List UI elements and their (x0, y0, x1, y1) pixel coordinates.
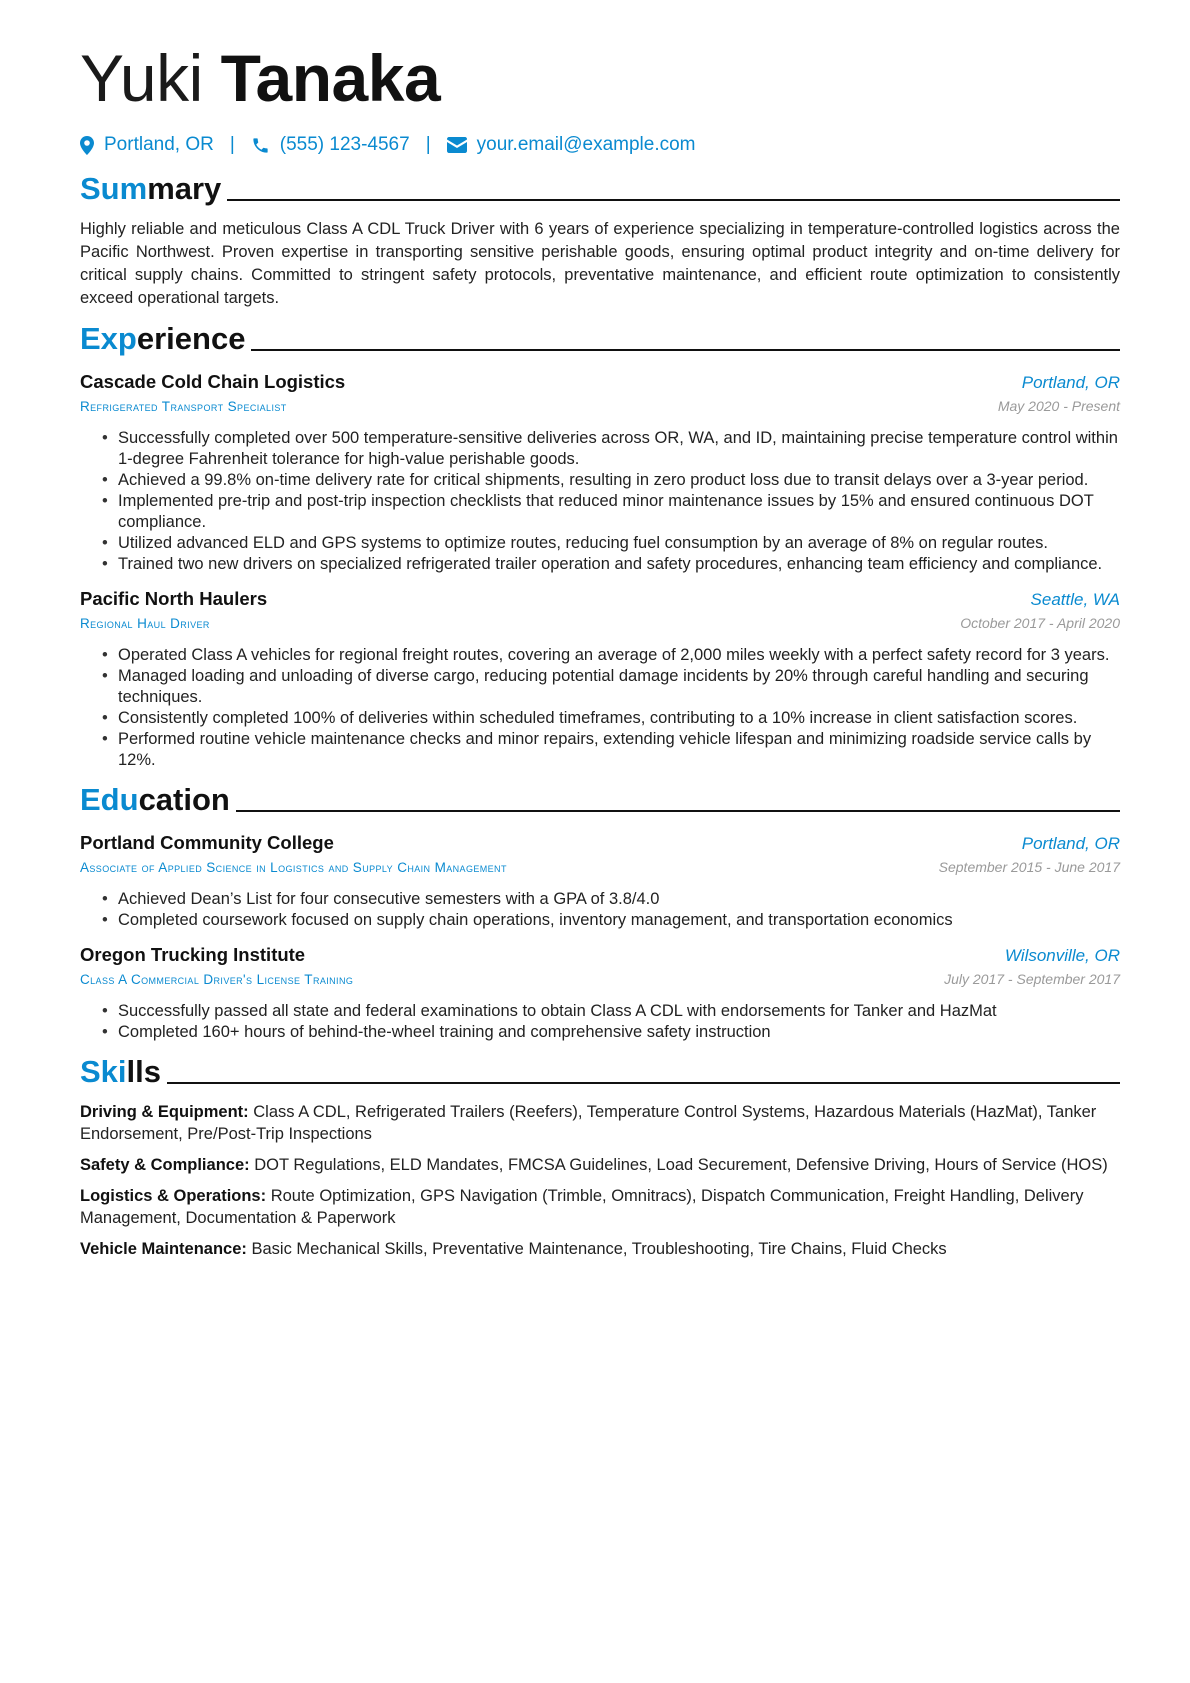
school-name: Oregon Trucking Institute (80, 944, 306, 965)
location-text: Portland, OR (104, 134, 214, 155)
entry-dates: May 2020 - Present (997, 398, 1120, 414)
section-heading (80, 1053, 1120, 1091)
skill-label: Safety & Compliance: (80, 1156, 250, 1174)
entry-location: Wilsonville, OR (1004, 946, 1120, 965)
section-title-education: Education (80, 782, 230, 817)
skills-section (80, 1053, 1120, 1260)
skill-values: DOT Regulations, ELD Mandates, FMCSA Guidelines, Load Securement, Defensive Driving, Hours of Service (HOS) (254, 1156, 1108, 1174)
summary-section (80, 170, 1120, 310)
section-heading (80, 170, 1120, 208)
skill-group (80, 1101, 1120, 1145)
resume-page (80, 38, 1120, 1269)
bullet-list (80, 889, 1120, 931)
experience-entry (80, 587, 1120, 771)
section-title-experience: Experience (80, 321, 246, 356)
section-heading (80, 320, 1120, 358)
entry-location: Portland, OR (1021, 834, 1120, 853)
entry-dates: July 2017 - September 2017 (944, 971, 1120, 987)
entry-dates: October 2017 - April 2020 (960, 615, 1120, 631)
bullet-item: • Implemented pre-trip and post-trip inspection checklists that reduced minor maintenance issues by 15% and ensured continuous DOT compliance. (102, 491, 1120, 533)
degree-title: Class A Commercial Driver's License Training (80, 972, 354, 987)
entry-location: Portland, OR (1021, 373, 1120, 392)
section-rule (227, 199, 1120, 201)
first-name: Yuki (80, 41, 203, 115)
education-section (80, 781, 1120, 1043)
skill-label: Vehicle Maintenance: (80, 1240, 247, 1258)
entry-location: Seattle, WA (1030, 590, 1120, 609)
bullet-item: • Successfully completed over 500 temperature-sensitive deliveries across OR, WA, and ID, maintaining precise temperature control within 1-degree Fahrenheit tolerance for high-value perishable goods. (102, 428, 1120, 470)
phone-icon (251, 136, 270, 155)
bullet-list (80, 428, 1120, 575)
bullet-item: • Consistently completed 100% of deliveries within scheduled timeframes, contributing to a 10% increase in client satisfaction scores. (102, 708, 1120, 729)
experience-section (80, 320, 1120, 771)
bullet-item: • Successfully passed all state and federal examinations to obtain Class A CDL with endorsements for Tanker and HazMat (102, 1001, 1120, 1022)
contact-separator: | (425, 134, 431, 155)
bullet-item: • Achieved Dean’s List for four consecutive semesters with a GPA of 3.8/4.0 (102, 889, 1120, 910)
contact-separator: | (229, 134, 235, 155)
skill-group (80, 1185, 1120, 1229)
contact-email[interactable] (447, 134, 696, 156)
bullet-item: • Completed coursework focused on supply chain operations, inventory management, and transportation economics (102, 910, 1120, 931)
employer-name: Cascade Cold Chain Logistics (80, 371, 346, 392)
skill-values: Class A CDL, Refrigerated Trailers (Reefers), Temperature Control Systems, Hazardous Materials (HazMat), Tanker Endorsement, Pre/Post-Trip Inspections (80, 1103, 1097, 1143)
summary-text: Highly reliable and meticulous Class A CDL Truck Driver with 6 years of experience specializing in temperature-controlled logistics across the Pacific Northwest. Proven expertise in transporting sensitive perishable goods, ensuring optimal product integrity and on-time delivery for critical supply chains. Committed to stringent safety protocols, preventative maintenance, and efficient route optimization to consistently exceed operational targets. (80, 220, 1120, 307)
bullet-item: • Performed routine vehicle maintenance checks and minor repairs, extending vehicle lifespan and minimizing roadside service calls by 12%. (102, 729, 1120, 771)
bullet-item: • Utilized advanced ELD and GPS systems to optimize routes, reducing fuel consumption by an average of 8% on regular routes. (102, 533, 1120, 554)
candidate-name (80, 38, 1120, 118)
skill-label: Logistics & Operations: (80, 1187, 267, 1205)
contact-phone (251, 134, 410, 156)
school-name: Portland Community College (80, 832, 334, 853)
skill-values: Basic Mechanical Skills, Preventative Maintenance, Troubleshooting, Tire Chains, Fluid Checks (251, 1240, 947, 1258)
bullet-item: • Managed loading and unloading of diverse cargo, reducing potential damage incidents by 20% through careful handling and securing techniques. (102, 666, 1120, 708)
skill-values: Route Optimization, GPS Navigation (Trimble, Omnitracs), Dispatch Communication, Freight Handling, Delivery Management, Documentation & Paperwork (80, 1187, 1084, 1227)
bullet-item: • Achieved a 99.8% on-time delivery rate for critical shipments, resulting in zero product loss due to transit delays over a 3-year period. (102, 470, 1120, 491)
education-entry (80, 831, 1120, 931)
skill-group (80, 1238, 1120, 1260)
bullet-item: • Trained two new drivers on specialized refrigerated trailer operation and safety procedures, enhancing team efficiency and compliance. (102, 554, 1120, 575)
envelope-icon (447, 137, 467, 153)
section-heading (80, 781, 1120, 819)
entry-dates: September 2015 - June 2017 (938, 859, 1120, 875)
email-link[interactable]: your.email@example.com (476, 134, 696, 155)
education-entry (80, 943, 1120, 1043)
map-pin-icon (80, 136, 94, 155)
contact-location (80, 134, 214, 156)
section-rule (236, 810, 1120, 812)
last-name: Tanaka (220, 41, 441, 115)
degree-title: Associate of Applied Science in Logistics and Supply Chain Management (80, 860, 507, 875)
phone-text: (555) 123-4567 (279, 134, 410, 155)
bullet-item: • Completed 160+ hours of behind-the-wheel training and comprehensive safety instruction (102, 1022, 1120, 1043)
section-rule (167, 1082, 1120, 1084)
section-title-summary: Summary (80, 171, 222, 206)
skill-group (80, 1154, 1120, 1176)
job-title: Refrigerated Transport Specialist (80, 399, 287, 414)
skills-list (80, 1101, 1120, 1260)
job-title: Regional Haul Driver (80, 616, 210, 631)
contact-line (80, 130, 1120, 160)
section-rule (251, 349, 1120, 351)
bullet-list (80, 1001, 1120, 1043)
bullet-item: • Operated Class A vehicles for regional freight routes, covering an average of 2,000 miles weekly with a perfect safety record for 3 years. (102, 645, 1120, 666)
employer-name: Pacific North Haulers (80, 588, 268, 609)
bullet-list (80, 645, 1120, 771)
experience-entry (80, 370, 1120, 575)
skill-label: Driving & Equipment: (80, 1103, 249, 1121)
section-title-skills: Skills (80, 1054, 161, 1089)
